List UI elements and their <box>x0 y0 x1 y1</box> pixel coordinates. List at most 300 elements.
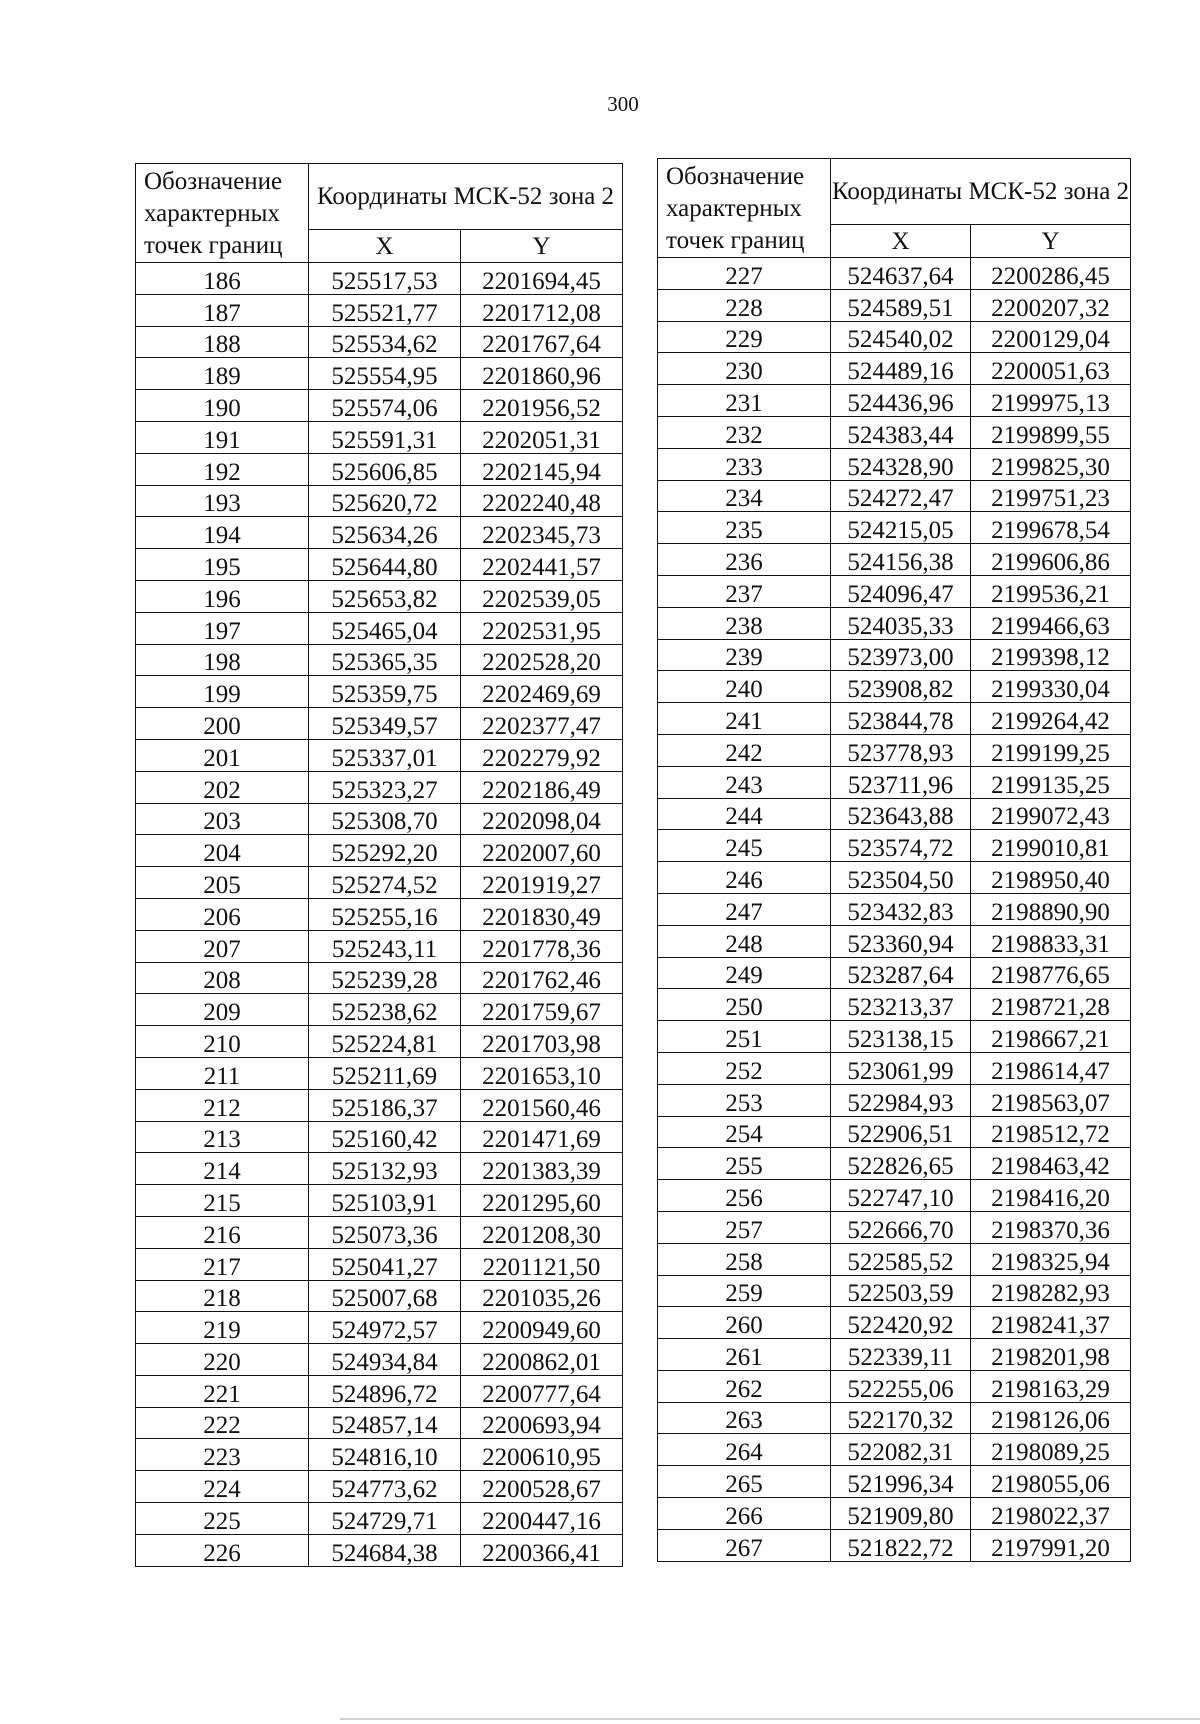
y-coordinate-cell: 2202469,69 <box>461 676 623 708</box>
x-coordinate-cell: 522420,92 <box>831 1307 971 1339</box>
y-coordinate-cell: 2200447,16 <box>461 1503 623 1535</box>
point-number-cell: 254 <box>658 1116 831 1148</box>
table-row <box>658 671 1131 703</box>
point-number-cell: 198 <box>136 644 309 676</box>
table-row <box>658 353 1131 385</box>
y-coordinate-cell: 2199010,81 <box>971 830 1131 862</box>
point-number-cell: 236 <box>658 544 831 576</box>
table-row <box>136 421 623 453</box>
table-row <box>658 1370 1131 1402</box>
y-coordinate-cell: 2198776,65 <box>971 957 1131 989</box>
table-row <box>658 734 1131 766</box>
y-coordinate-cell: 2199264,42 <box>971 703 1131 735</box>
y-coordinate-cell: 2199398,12 <box>971 639 1131 671</box>
point-number-cell: 221 <box>136 1375 309 1407</box>
y-coordinate-cell: 2200207,32 <box>971 289 1131 321</box>
point-number-cell: 237 <box>658 575 831 607</box>
x-coordinate-cell: 525606,85 <box>309 453 461 485</box>
table-row <box>658 639 1131 671</box>
x-coordinate-cell: 525337,01 <box>309 739 461 771</box>
y-coordinate-cell: 2201121,50 <box>461 1248 623 1280</box>
table-row <box>658 321 1131 353</box>
x-coordinate-cell: 523844,78 <box>831 703 971 735</box>
point-number-cell: 245 <box>658 830 831 862</box>
point-number-cell: 187 <box>136 294 309 326</box>
x-coordinate-cell: 522503,59 <box>831 1275 971 1307</box>
table-row <box>658 925 1131 957</box>
table-row <box>136 644 623 676</box>
point-number-cell: 190 <box>136 390 309 422</box>
point-number-cell: 240 <box>658 671 831 703</box>
table-row <box>136 1248 623 1280</box>
y-coordinate-cell: 2200610,95 <box>461 1439 623 1471</box>
x-coordinate-cell: 524156,38 <box>831 544 971 576</box>
y-coordinate-cell: 2198201,98 <box>971 1339 1131 1371</box>
table-row <box>136 1121 623 1153</box>
point-number-cell: 252 <box>658 1052 831 1084</box>
y-coordinate-cell: 2200051,63 <box>971 353 1131 385</box>
x-coordinate-cell: 525239,28 <box>309 962 461 994</box>
table-row <box>658 830 1131 862</box>
x-coordinate-cell: 523643,88 <box>831 798 971 830</box>
table-row <box>658 1021 1131 1053</box>
x-coordinate-cell: 525186,37 <box>309 1089 461 1121</box>
point-number-cell: 229 <box>658 321 831 353</box>
table-row <box>658 607 1131 639</box>
point-number-cell: 231 <box>658 385 831 417</box>
table-row <box>136 1439 623 1471</box>
table-row <box>136 580 623 612</box>
table-row <box>658 1434 1131 1466</box>
point-number-cell: 192 <box>136 453 309 485</box>
point-number-cell: 220 <box>136 1344 309 1376</box>
y-coordinate-cell: 2202145,94 <box>461 453 623 485</box>
x-coordinate-cell: 525634,26 <box>309 517 461 549</box>
y-coordinate-cell: 2201767,64 <box>461 326 623 358</box>
table-row <box>658 1148 1131 1180</box>
x-coordinate-cell: 522082,31 <box>831 1434 971 1466</box>
table-row <box>136 1407 623 1439</box>
table-row <box>658 1339 1131 1371</box>
table-row <box>136 1344 623 1376</box>
page-number: 300 <box>607 92 639 116</box>
table-row <box>658 703 1131 735</box>
x-coordinate-cell: 525308,70 <box>309 803 461 835</box>
point-number-cell: 202 <box>136 771 309 803</box>
table-row <box>658 385 1131 417</box>
x-coordinate-cell: 525644,80 <box>309 549 461 581</box>
y-coordinate-cell: 2198282,93 <box>971 1275 1131 1307</box>
y-coordinate-cell: 2202441,57 <box>461 549 623 581</box>
x-coordinate-cell: 524215,05 <box>831 512 971 544</box>
x-coordinate-cell: 523061,99 <box>831 1052 971 1084</box>
point-number-cell: 213 <box>136 1121 309 1153</box>
point-number-cell: 241 <box>658 703 831 735</box>
coordinates-table-left <box>135 163 623 1567</box>
x-coordinate-cell: 525465,04 <box>309 612 461 644</box>
point-number-cell: 230 <box>658 353 831 385</box>
x-coordinate-cell: 525574,06 <box>309 390 461 422</box>
y-coordinate-cell: 2199975,13 <box>971 385 1131 417</box>
point-number-cell: 248 <box>658 925 831 957</box>
point-number-cell: 233 <box>658 448 831 480</box>
y-coordinate-cell: 2201712,08 <box>461 294 623 326</box>
point-number-cell: 186 <box>136 263 309 295</box>
y-coordinate-cell: 2200777,64 <box>461 1375 623 1407</box>
point-number-cell: 255 <box>658 1148 831 1180</box>
point-number-cell: 228 <box>658 289 831 321</box>
table-row <box>658 957 1131 989</box>
y-coordinate-cell: 2198022,37 <box>971 1498 1131 1530</box>
x-coordinate-cell: 521996,34 <box>831 1466 971 1498</box>
table-row <box>136 994 623 1026</box>
y-coordinate-cell: 2202528,20 <box>461 644 623 676</box>
x-coordinate-cell: 523908,82 <box>831 671 971 703</box>
table-row <box>658 1211 1131 1243</box>
y-coordinate-cell: 2202377,47 <box>461 708 623 740</box>
point-number-cell: 216 <box>136 1216 309 1248</box>
y-coordinate-cell: 2197991,20 <box>971 1529 1131 1561</box>
x-coordinate-cell: 522906,51 <box>831 1116 971 1148</box>
point-number-cell: 253 <box>658 1084 831 1116</box>
y-coordinate-cell: 2198563,07 <box>971 1084 1131 1116</box>
point-number-cell: 243 <box>658 766 831 798</box>
table-row <box>136 898 623 930</box>
table-row <box>658 1243 1131 1275</box>
point-number-cell: 211 <box>136 1057 309 1089</box>
y-coordinate-cell: 2200949,60 <box>461 1312 623 1344</box>
x-coordinate-cell: 525620,72 <box>309 485 461 517</box>
table-row <box>658 1180 1131 1212</box>
table-row <box>658 1084 1131 1116</box>
y-coordinate-cell: 2199466,63 <box>971 607 1131 639</box>
y-coordinate-cell: 2202186,49 <box>461 771 623 803</box>
point-number-cell: 203 <box>136 803 309 835</box>
x-coordinate-cell: 523711,96 <box>831 766 971 798</box>
point-number-cell: 207 <box>136 930 309 962</box>
y-coordinate-cell: 2199899,55 <box>971 416 1131 448</box>
point-number-cell: 222 <box>136 1407 309 1439</box>
point-number-cell: 215 <box>136 1185 309 1217</box>
point-number-cell: 197 <box>136 612 309 644</box>
y-coordinate-cell: 2201703,98 <box>461 1026 623 1058</box>
table-row <box>136 1026 623 1058</box>
x-coordinate-cell: 525274,52 <box>309 867 461 899</box>
x-coordinate-cell: 525255,16 <box>309 898 461 930</box>
table-row <box>658 575 1131 607</box>
x-coordinate-cell: 525073,36 <box>309 1216 461 1248</box>
point-label-header: Обозначение характерных точек границ <box>658 159 831 258</box>
x-coordinate-cell: 525243,11 <box>309 930 461 962</box>
table-row <box>658 416 1131 448</box>
y-coordinate-cell: 2200129,04 <box>971 321 1131 353</box>
x-coordinate-cell: 525534,62 <box>309 326 461 358</box>
y-coordinate-cell: 2201383,39 <box>461 1153 623 1185</box>
point-number-cell: 263 <box>658 1402 831 1434</box>
point-number-cell: 209 <box>136 994 309 1026</box>
table-row <box>658 512 1131 544</box>
table-row <box>136 835 623 867</box>
y-coordinate-cell: 2198721,28 <box>971 989 1131 1021</box>
y-coordinate-cell: 2202240,48 <box>461 485 623 517</box>
x-coordinate-cell: 522826,65 <box>831 1148 971 1180</box>
table-row <box>136 263 623 295</box>
y-coordinate-cell: 2199330,04 <box>971 671 1131 703</box>
x-coordinate-cell: 525103,91 <box>309 1185 461 1217</box>
x-coordinate-cell: 525041,27 <box>309 1248 461 1280</box>
table-row <box>136 1375 623 1407</box>
point-number-cell: 191 <box>136 421 309 453</box>
y-coordinate-cell: 2198667,21 <box>971 1021 1131 1053</box>
y-coordinate-cell: 2198614,47 <box>971 1052 1131 1084</box>
table-row <box>136 1216 623 1248</box>
y-coordinate-cell: 2198325,94 <box>971 1243 1131 1275</box>
point-number-cell: 261 <box>658 1339 831 1371</box>
y-coordinate-cell: 2201919,27 <box>461 867 623 899</box>
point-number-cell: 204 <box>136 835 309 867</box>
y-coordinate-cell: 2202051,31 <box>461 421 623 453</box>
x-coordinate-cell: 521822,72 <box>831 1529 971 1561</box>
point-number-cell: 210 <box>136 1026 309 1058</box>
point-number-cell: 227 <box>658 258 831 290</box>
x-coordinate-cell: 524972,57 <box>309 1312 461 1344</box>
point-number-cell: 232 <box>658 416 831 448</box>
x-coordinate-cell: 522255,06 <box>831 1370 971 1402</box>
table-row <box>136 803 623 835</box>
coordinates-table-right <box>657 158 1131 1562</box>
point-number-cell: 223 <box>136 1439 309 1471</box>
table-row <box>136 1503 623 1535</box>
point-number-cell: 196 <box>136 580 309 612</box>
table-row <box>658 893 1131 925</box>
x-coordinate-cell: 525653,82 <box>309 580 461 612</box>
table-row <box>658 1275 1131 1307</box>
point-number-cell: 206 <box>136 898 309 930</box>
point-number-cell: 258 <box>658 1243 831 1275</box>
x-coordinate-cell: 524857,14 <box>309 1407 461 1439</box>
table-row <box>658 258 1131 290</box>
table-row <box>136 930 623 962</box>
x-coordinate-cell: 524729,71 <box>309 1503 461 1535</box>
table-row <box>136 485 623 517</box>
x-coordinate-cell: 524383,44 <box>831 416 971 448</box>
point-number-cell: 189 <box>136 358 309 390</box>
x-coordinate-cell: 525521,77 <box>309 294 461 326</box>
y-coordinate-cell: 2198126,06 <box>971 1402 1131 1434</box>
table-row <box>136 676 623 708</box>
table-row <box>136 517 623 549</box>
table-row <box>658 1529 1131 1561</box>
table-row <box>658 1307 1131 1339</box>
table-row <box>658 1466 1131 1498</box>
y-coordinate-cell: 2198512,72 <box>971 1116 1131 1148</box>
table-row <box>658 289 1131 321</box>
x-coordinate-cell: 525349,57 <box>309 708 461 740</box>
x-coordinate-cell: 523973,00 <box>831 639 971 671</box>
y-coordinate-cell: 2201208,30 <box>461 1216 623 1248</box>
y-coordinate-cell: 2198463,42 <box>971 1148 1131 1180</box>
y-coordinate-cell: 2202007,60 <box>461 835 623 867</box>
x-coordinate-cell: 525292,20 <box>309 835 461 867</box>
y-coordinate-cell: 2198241,37 <box>971 1307 1131 1339</box>
table-row <box>658 766 1131 798</box>
point-number-cell: 251 <box>658 1021 831 1053</box>
x-coordinate-cell: 524896,72 <box>309 1375 461 1407</box>
y-coordinate-cell: 2198370,36 <box>971 1211 1131 1243</box>
y-coordinate-cell: 2201759,67 <box>461 994 623 1026</box>
y-coordinate-cell: 2198890,90 <box>971 893 1131 925</box>
table-row <box>136 612 623 644</box>
x-coordinate-cell: 524096,47 <box>831 575 971 607</box>
point-number-cell: 225 <box>136 1503 309 1535</box>
point-number-cell: 234 <box>658 480 831 512</box>
y-coordinate-cell: 2202539,05 <box>461 580 623 612</box>
y-coordinate-cell: 2201694,45 <box>461 263 623 295</box>
point-number-cell: 250 <box>658 989 831 1021</box>
scan-edge-line <box>340 1718 1200 1720</box>
table-row <box>658 448 1131 480</box>
y-coordinate-cell: 2201956,52 <box>461 390 623 422</box>
x-coordinate-cell: 524489,16 <box>831 353 971 385</box>
x-coordinate-cell: 525238,62 <box>309 994 461 1026</box>
x-coordinate-cell: 524637,64 <box>831 258 971 290</box>
point-number-cell: 208 <box>136 962 309 994</box>
point-number-cell: 195 <box>136 549 309 581</box>
table-row <box>658 1116 1131 1148</box>
x-coordinate-cell: 524773,62 <box>309 1471 461 1503</box>
x-coordinate-cell: 525224,81 <box>309 1026 461 1058</box>
point-number-cell: 259 <box>658 1275 831 1307</box>
x-coordinate-cell: 522170,32 <box>831 1402 971 1434</box>
point-number-cell: 200 <box>136 708 309 740</box>
coordinates-header: Координаты МСК-52 зона 2 <box>831 159 1131 225</box>
table-row <box>136 1471 623 1503</box>
table-row <box>136 771 623 803</box>
y-coordinate-cell: 2198416,20 <box>971 1180 1131 1212</box>
y-coordinate-cell: 2202279,92 <box>461 739 623 771</box>
point-number-cell: 265 <box>658 1466 831 1498</box>
coordinates-header: Координаты МСК-52 зона 2 <box>309 164 623 230</box>
x-coordinate-cell: 524272,47 <box>831 480 971 512</box>
x-coordinate-cell: 525211,69 <box>309 1057 461 1089</box>
x-header: X <box>831 225 971 258</box>
x-coordinate-cell: 523574,72 <box>831 830 971 862</box>
x-coordinate-cell: 523287,64 <box>831 957 971 989</box>
y-coordinate-cell: 2201295,60 <box>461 1185 623 1217</box>
x-coordinate-cell: 523360,94 <box>831 925 971 957</box>
y-coordinate-cell: 2202098,04 <box>461 803 623 835</box>
x-coordinate-cell: 525132,93 <box>309 1153 461 1185</box>
point-number-cell: 224 <box>136 1471 309 1503</box>
x-coordinate-cell: 525554,95 <box>309 358 461 390</box>
point-number-cell: 199 <box>136 676 309 708</box>
point-number-cell: 226 <box>136 1534 309 1566</box>
table-row <box>136 708 623 740</box>
x-coordinate-cell: 525160,42 <box>309 1121 461 1153</box>
table-row <box>136 1312 623 1344</box>
table-row <box>136 1280 623 1312</box>
x-coordinate-cell: 522339,11 <box>831 1339 971 1371</box>
point-number-cell: 239 <box>658 639 831 671</box>
y-coordinate-cell: 2198089,25 <box>971 1434 1131 1466</box>
x-coordinate-cell: 524684,38 <box>309 1534 461 1566</box>
y-coordinate-cell: 2199072,43 <box>971 798 1131 830</box>
point-number-cell: 244 <box>658 798 831 830</box>
point-number-cell: 201 <box>136 739 309 771</box>
x-coordinate-cell: 524816,10 <box>309 1439 461 1471</box>
y-coordinate-cell: 2198055,06 <box>971 1466 1131 1498</box>
y-coordinate-cell: 2201471,69 <box>461 1121 623 1153</box>
x-coordinate-cell: 521909,80 <box>831 1498 971 1530</box>
y-coordinate-cell: 2200528,67 <box>461 1471 623 1503</box>
x-coordinate-cell: 523432,83 <box>831 893 971 925</box>
point-number-cell: 257 <box>658 1211 831 1243</box>
y-coordinate-cell: 2199606,86 <box>971 544 1131 576</box>
point-number-cell: 242 <box>658 734 831 766</box>
point-number-cell: 247 <box>658 893 831 925</box>
point-number-cell: 260 <box>658 1307 831 1339</box>
x-coordinate-cell: 523778,93 <box>831 734 971 766</box>
x-coordinate-cell: 525591,31 <box>309 421 461 453</box>
y-coordinate-cell: 2199135,25 <box>971 766 1131 798</box>
y-coordinate-cell: 2198833,31 <box>971 925 1131 957</box>
y-coordinate-cell: 2201653,10 <box>461 1057 623 1089</box>
table-row <box>658 862 1131 894</box>
point-number-cell: 266 <box>658 1498 831 1530</box>
y-coordinate-cell: 2202345,73 <box>461 517 623 549</box>
y-header: Y <box>461 230 623 263</box>
y-coordinate-cell: 2199751,23 <box>971 480 1131 512</box>
table-row <box>136 739 623 771</box>
x-coordinate-cell: 522747,10 <box>831 1180 971 1212</box>
x-coordinate-cell: 524589,51 <box>831 289 971 321</box>
y-coordinate-cell: 2199536,21 <box>971 575 1131 607</box>
y-coordinate-cell: 2199678,54 <box>971 512 1131 544</box>
point-label-header: Обозначение характерных точек границ <box>136 164 309 263</box>
y-coordinate-cell: 2198163,29 <box>971 1370 1131 1402</box>
y-coordinate-cell: 2200366,41 <box>461 1534 623 1566</box>
point-number-cell: 194 <box>136 517 309 549</box>
table-row <box>136 1057 623 1089</box>
point-number-cell: 249 <box>658 957 831 989</box>
x-coordinate-cell: 524540,02 <box>831 321 971 353</box>
x-coordinate-cell: 522585,52 <box>831 1243 971 1275</box>
point-number-cell: 188 <box>136 326 309 358</box>
table-row <box>136 867 623 899</box>
x-coordinate-cell: 522984,93 <box>831 1084 971 1116</box>
x-coordinate-cell: 525365,35 <box>309 644 461 676</box>
table-row <box>136 1534 623 1566</box>
point-number-cell: 205 <box>136 867 309 899</box>
table-row <box>658 480 1131 512</box>
x-coordinate-cell: 523504,50 <box>831 862 971 894</box>
point-number-cell: 235 <box>658 512 831 544</box>
point-number-cell: 193 <box>136 485 309 517</box>
point-number-cell: 217 <box>136 1248 309 1280</box>
table-row <box>136 326 623 358</box>
table-row <box>658 1498 1131 1530</box>
table-row <box>136 358 623 390</box>
y-coordinate-cell: 2202531,95 <box>461 612 623 644</box>
table-row <box>136 390 623 422</box>
y-header: Y <box>971 225 1131 258</box>
point-number-cell: 267 <box>658 1529 831 1561</box>
x-coordinate-cell: 525359,75 <box>309 676 461 708</box>
point-number-cell: 219 <box>136 1312 309 1344</box>
y-coordinate-cell: 2201560,46 <box>461 1089 623 1121</box>
table-row <box>136 1185 623 1217</box>
point-number-cell: 214 <box>136 1153 309 1185</box>
